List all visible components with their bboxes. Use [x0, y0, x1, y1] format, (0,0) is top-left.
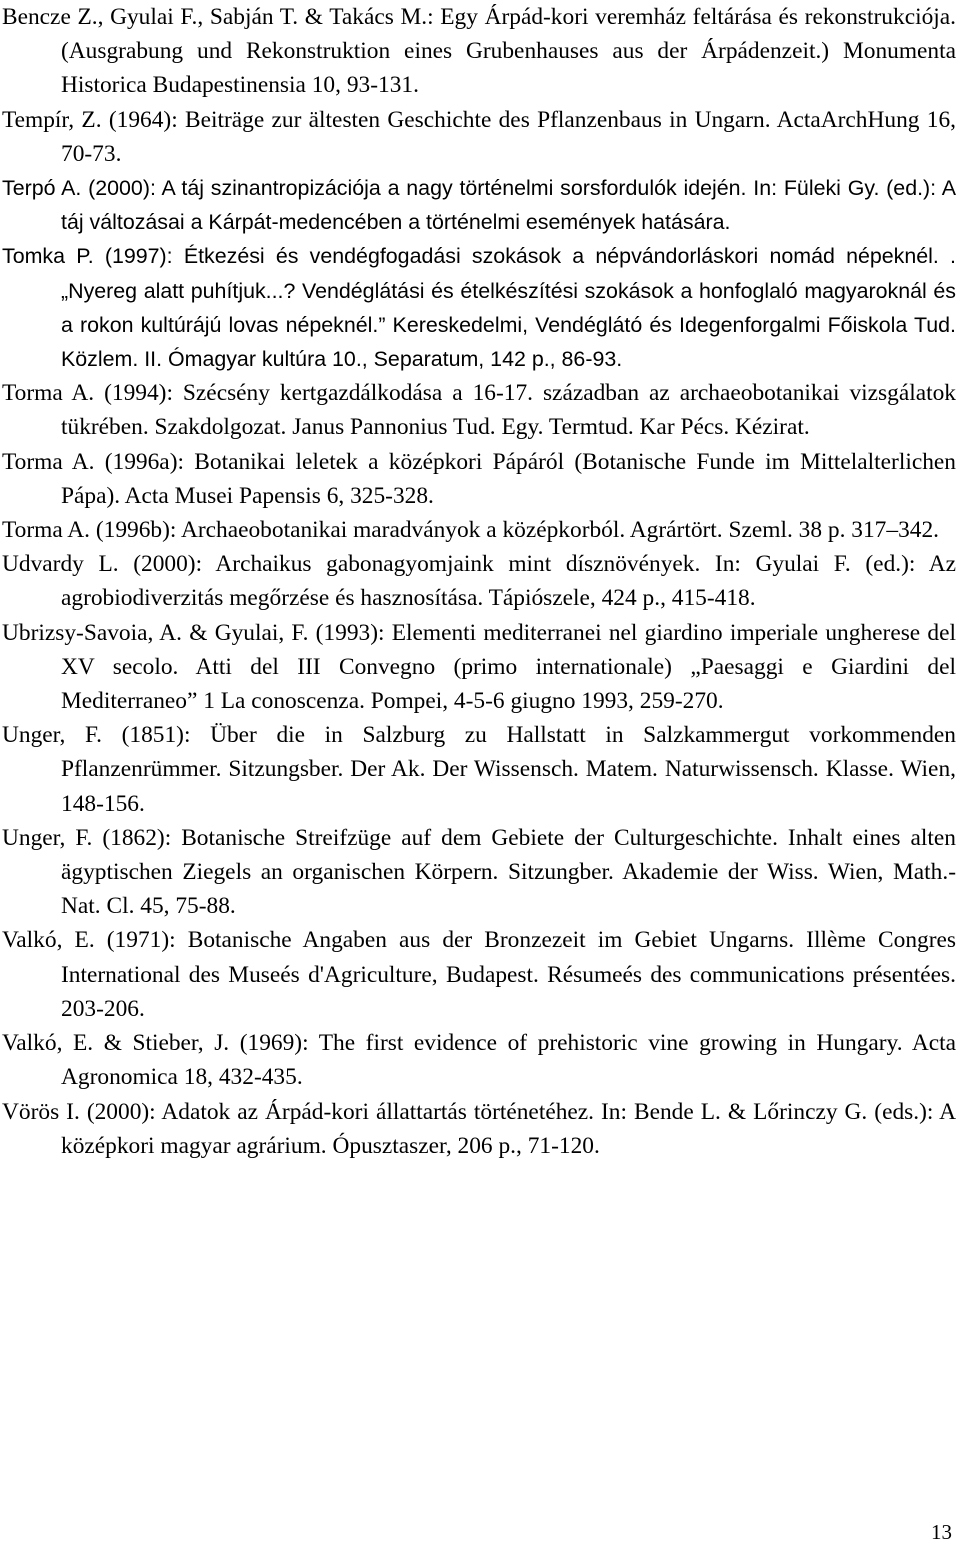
- reference-item: Torma A. (1996b): Archaeobotanikai maradványok a középkorból. Agrártört. Szeml. 38 p. 317–342.: [2, 517, 940, 544]
- reference-item: Unger, F. (1851): Über die in Salzburg zu Hallstatt in Salzkammergut vorkommenden Pflanzenrümmer. Sitzungsber. Der Ak. Der Wissensch. Matem. Naturwissensch. Klasse. Wien, 148-156.: [2, 722, 956, 817]
- reference-item: Torma A. (1994): Szécsény kertgazdálkodása a 16-17. században az archaeobotanikai vizsgálatok tükrében. Szakdolgozat. Janus Pannonius Tud. Egy. Termtud. Kar Pécs. Kézirat.: [2, 380, 956, 441]
- reference-list: [2, 0, 956, 1163]
- reference-item: Ubrizsy-Savoia, A. & Gyulai, F. (1993): Elementi mediterranei nel giardino imperiale ungherese del XV secolo. Atti del III Convegno (primo internationale) „Paesaggi e Giardini del Mediterraneo” 1 La conoscenza. Pompei, 4-5-6 giugno 1993, 259-270.: [2, 619, 956, 715]
- reference-item: Udvardy L. (2000): Archaikus gabonagyomjaink mint dísznövények. In: Gyulai F. (ed.): Az agrobiodiverzitás megőrzése és hasznosítása. Tápiószele, 424 p., 415-418.: [2, 551, 956, 612]
- reference-item: Unger, F. (1862): Botanische Streifzüge auf dem Gebiete der Culturgeschichte. Inhalt eines alten ägyptischen Ziegels an organischen Körpern. Sitzungber. Akademie der Wiss. Wien, Math.-Nat. Cl. 45, 75-88.: [2, 824, 956, 920]
- reference-item: Vörös I. (2000): Adatok az Árpád-kori állattartás történetéhez. In: Bende L. & Lőrinczy G. (eds.): A középkori magyar agrárium. Ópusztaszer, 206 p., 71-120.: [2, 1098, 956, 1159]
- reference-item: Torma A. (1996a): Botanikai leletek a középkori Pápáról (Botanische Funde im Mittelalterlichen Pápa). Acta Musei Papensis 6, 325-328.: [2, 448, 956, 509]
- reference-item: Tomka P. (1997): Étkezési és vendégfogadási szokások a népvándorláskori nomád népeknél. . „Nyereg alatt puhítjuk...? Vendéglátási és ételkészítési szokások a honfoglaló magyaroknál és a rokon kultúrájú lovas népeknél.” Kereskedelmi, Vendéglátó és Idegenforgalmi Főiskola Tud. Közlem. II. Ómagyar kultúra 10., Separatum, 142 p., 86-93.: [2, 244, 956, 372]
- page-number: 13: [931, 1520, 952, 1544]
- reference-item: Valkó, E. & Stieber, J. (1969): The first evidence of prehistoric vine growing in Hungary. Acta Agronomica 18, 432-435.: [2, 1030, 956, 1091]
- reference-item: Terpó A. (2000): A táj szinantropizációja a nagy történelmi sorsfordulók idején. In: Füleki Gy. (ed.): A táj változásai a Kárpát-medencében a történelmi események hatására.: [2, 176, 956, 235]
- reference-item: Valkó, E. (1971): Botanische Angaben aus der Bronzezeit im Gebiet Ungarns. Illème Congres International des Museés d'Agriculture, Budapest. Résumeés des communications présentées. 203-206.: [2, 927, 956, 1022]
- reference-item: Bencze Z., Gyulai F., Sabján T. & Takács M.: Egy Árpád-kori veremház feltárása és rekonstrukciója. (Ausgrabung und Rekonstruktion eines Grubenhauses aus der Árpádenzeit.) Monumenta Historica Budapestinensia 10, 93-131.: [2, 4, 956, 99]
- reference-item: Tempír, Z. (1964): Beiträge zur ältesten Geschichte des Pflanzenbaus in Ungarn. ActaArchHung 16, 70-73.: [2, 106, 956, 167]
